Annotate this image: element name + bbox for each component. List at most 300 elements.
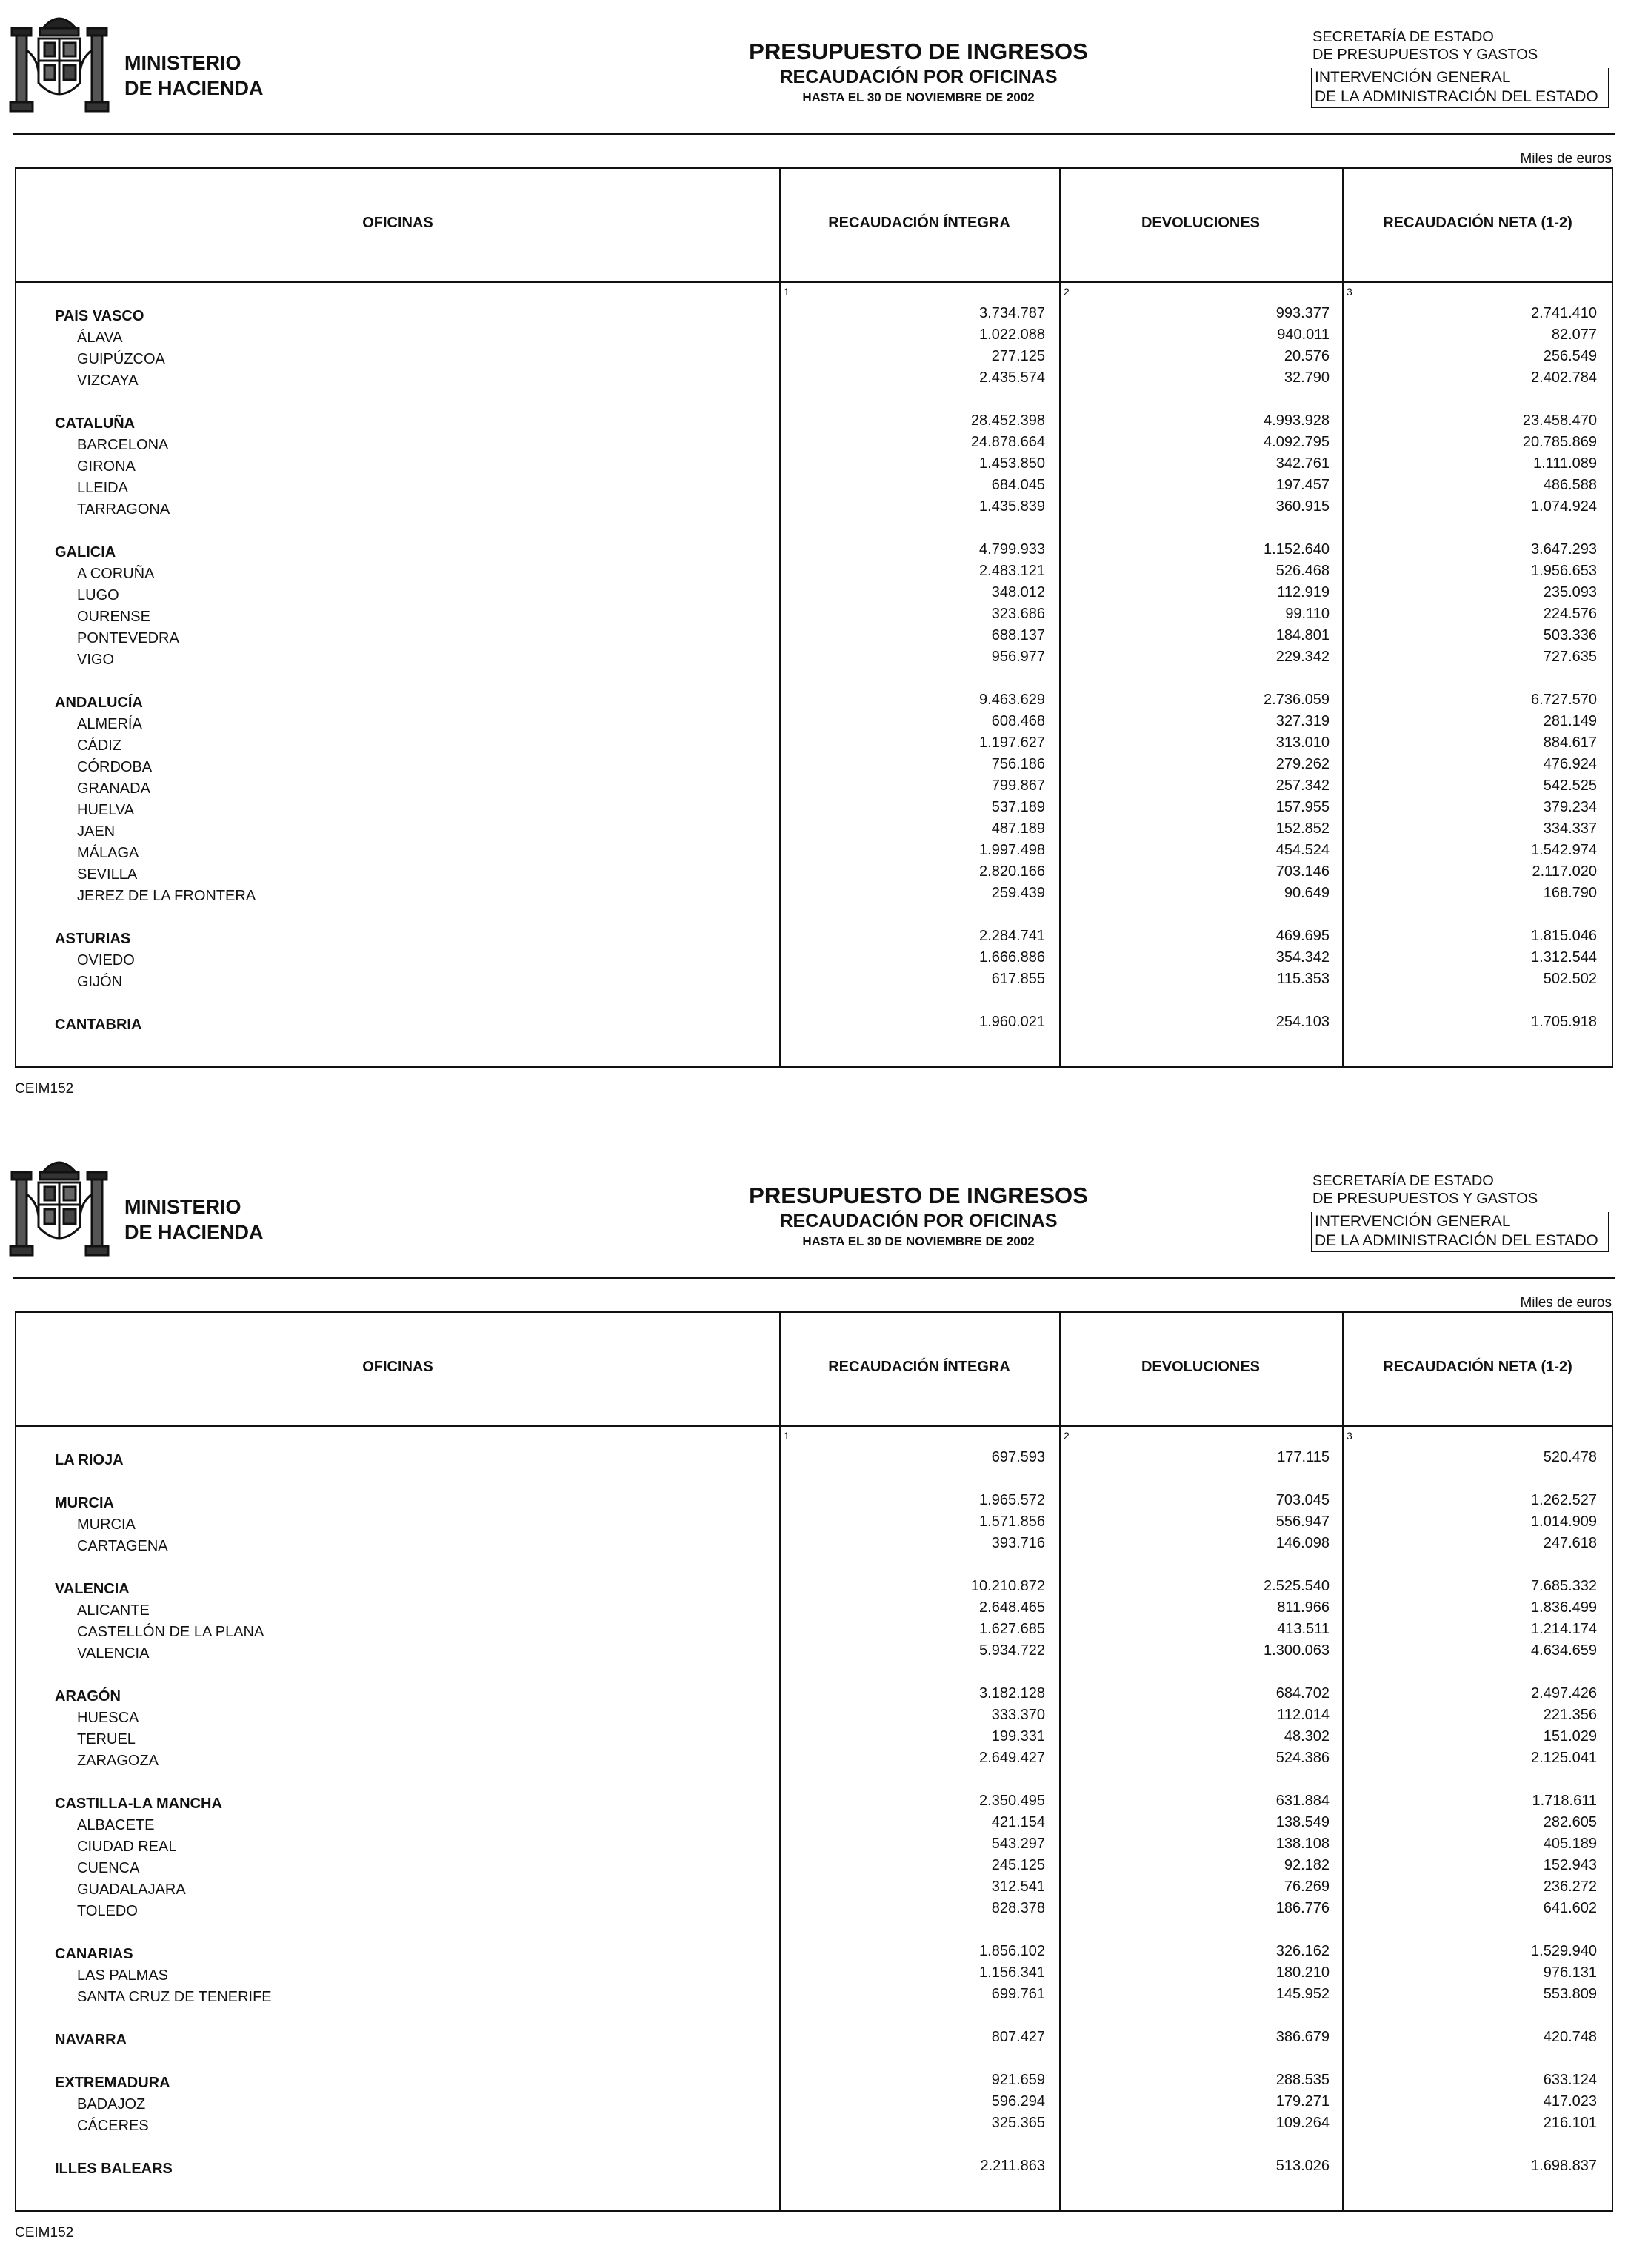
- office-name-cell: VIGO: [77, 652, 115, 668]
- table-row-region: [16, 1578, 1612, 1599]
- ministry-line2: DE HACIENDA: [124, 77, 264, 99]
- table-body: [16, 1449, 1612, 2179]
- devoluciones-cell: 1.152.640: [1264, 541, 1330, 558]
- office-name-cell: SANTA CRUZ DE TENERIFE: [77, 1989, 272, 2005]
- column-header-neta: RECAUDACIÓN NETA (1-2): [1383, 1359, 1572, 1375]
- office-name-cell: VALENCIA: [55, 1581, 130, 1597]
- office-name-cell: CASTILLA-LA MANCHA: [55, 1796, 222, 1812]
- devoluciones-cell: 186.776: [1275, 1900, 1330, 1916]
- office-name-cell: LUGO: [77, 587, 119, 603]
- table-row-region: [16, 1943, 1612, 1964]
- office-name-cell: VIZCAYA: [77, 372, 139, 389]
- table-row-office: [16, 606, 1612, 627]
- header-divider: [13, 1277, 1615, 1279]
- table-row-office: [16, 863, 1612, 885]
- ministry-name: [124, 1194, 264, 1245]
- office-name-cell: ZARAGOZA: [77, 1753, 159, 1769]
- coat-of-arms-icon: [7, 6, 111, 117]
- recaudacion-integra-cell: 9.463.629: [979, 692, 1045, 708]
- devoluciones-cell: 2.525.540: [1264, 1578, 1330, 1594]
- devoluciones-cell: 48.302: [1284, 1728, 1330, 1745]
- devoluciones-cell: 184.801: [1275, 627, 1330, 643]
- header-row-divider: [16, 1425, 1612, 1427]
- table-row-office: [16, 327, 1612, 348]
- devoluciones-cell: 157.955: [1275, 799, 1330, 815]
- recaudacion-integra-cell: 2.820.166: [979, 863, 1045, 880]
- table-row-office: [16, 799, 1612, 820]
- recaudacion-integra-cell: 4.799.933: [979, 541, 1045, 558]
- recaudacion-neta-cell: 1.262.527: [1531, 1492, 1597, 1508]
- recaudacion-integra-cell: 688.137: [991, 627, 1045, 643]
- office-name-cell: OVIEDO: [77, 952, 135, 969]
- table-row-office: [16, 756, 1612, 777]
- header-row-divider: [16, 281, 1612, 283]
- table-row-office: [16, 1707, 1612, 1728]
- office-name-cell: ARAGÓN: [55, 1688, 121, 1705]
- recaudacion-neta-cell: 1.111.089: [1532, 455, 1597, 472]
- recaudacion-neta-cell: 2.497.426: [1531, 1685, 1597, 1702]
- table-row-office: [16, 563, 1612, 584]
- recaudacion-neta-cell: 633.124: [1543, 2072, 1597, 2088]
- secretaria-line2: DE PRESUPUESTOS Y GASTOS: [1312, 46, 1578, 64]
- report-subtitle: RECAUDACIÓN POR OFICINAS: [779, 67, 1058, 87]
- table-body: [16, 305, 1612, 1035]
- recaudacion-integra-cell: 1.960.021: [979, 1014, 1045, 1030]
- devoluciones-cell: 279.262: [1275, 756, 1330, 772]
- devoluciones-cell: 138.549: [1275, 1814, 1330, 1830]
- table-row-region: [16, 1793, 1612, 1814]
- devoluciones-cell: 179.271: [1275, 2093, 1330, 2110]
- table-row-office: [16, 627, 1612, 649]
- office-name-cell: EXTREMADURA: [55, 2075, 170, 2091]
- column-header-neta: RECAUDACIÓN NETA (1-2): [1383, 215, 1572, 231]
- office-name-cell: CATALUÑA: [55, 415, 136, 432]
- office-name-cell: CANTABRIA: [55, 1017, 142, 1033]
- recaudacion-integra-cell: 684.045: [991, 477, 1045, 493]
- recaudacion-integra-cell: 2.435.574: [979, 369, 1045, 386]
- recaudacion-integra-cell: 2.284.741: [979, 928, 1045, 944]
- recaudacion-neta-cell: 247.618: [1543, 1535, 1597, 1551]
- devoluciones-cell: 32.790: [1284, 369, 1330, 386]
- devoluciones-cell: 684.702: [1275, 1685, 1330, 1702]
- row-spacer: [16, 2136, 1612, 2158]
- devoluciones-cell: 360.915: [1275, 498, 1330, 515]
- row-spacer: [16, 2050, 1612, 2072]
- office-name-cell: ALBACETE: [77, 1817, 155, 1833]
- office-name-cell: JEREZ DE LA FRONTERA: [77, 888, 256, 904]
- devoluciones-cell: 327.319: [1275, 713, 1330, 729]
- intervencion-block: [1311, 1212, 1609, 1252]
- recaudacion-integra-cell: 956.977: [991, 649, 1045, 665]
- office-name-cell: ÁLAVA: [77, 330, 123, 346]
- devoluciones-cell: 811.966: [1277, 1599, 1330, 1616]
- devoluciones-cell: 254.103: [1275, 1014, 1330, 1030]
- office-name-cell: CÁDIZ: [77, 737, 121, 754]
- recaudacion-neta-cell: 976.131: [1543, 1964, 1597, 1981]
- devoluciones-cell: 556.947: [1275, 1513, 1330, 1530]
- recaudacion-neta-cell: 503.336: [1543, 627, 1597, 643]
- units-label: Miles de euros: [1520, 1295, 1612, 1311]
- table-row-office: [16, 434, 1612, 455]
- recaudacion-neta-cell: 282.605: [1543, 1814, 1597, 1830]
- recaudacion-integra-cell: 3.182.128: [979, 1685, 1045, 1702]
- office-name-cell: ALICANTE: [77, 1602, 150, 1619]
- row-spacer: [16, 906, 1612, 928]
- table-row-office: [16, 713, 1612, 735]
- devoluciones-cell: 145.952: [1275, 1986, 1330, 2002]
- office-name-cell: GALICIA: [55, 544, 116, 561]
- column-header-oficinas: OFICINAS: [362, 1359, 433, 1375]
- recaudacion-integra-cell: 393.716: [991, 1535, 1045, 1551]
- recaudacion-integra-cell: 1.666.886: [979, 949, 1045, 966]
- recaudacion-neta-cell: 884.617: [1543, 735, 1597, 751]
- recaudacion-integra-cell: 1.197.627: [979, 735, 1045, 751]
- recaudacion-integra-cell: 2.483.121: [979, 563, 1045, 579]
- office-name-cell: GUIPÚZCOA: [77, 351, 165, 367]
- row-spacer: [16, 1556, 1612, 1578]
- devoluciones-cell: 631.884: [1275, 1793, 1330, 1809]
- office-name-cell: HUELVA: [77, 802, 135, 818]
- table-row-region: [16, 1492, 1612, 1513]
- recaudacion-neta-cell: 2.125.041: [1531, 1750, 1597, 1766]
- report-period: HASTA EL 30 DE NOVIEMBRE DE 2002: [802, 90, 1035, 104]
- table-row-office: [16, 842, 1612, 863]
- recaudacion-neta-cell: 520.478: [1543, 1449, 1597, 1465]
- devoluciones-cell: 413.511: [1277, 1621, 1330, 1637]
- recaudacion-integra-cell: 487.189: [991, 820, 1045, 837]
- table-row-office: [16, 1599, 1612, 1621]
- table-row-region: [16, 1685, 1612, 1707]
- recaudacion-integra-cell: 259.439: [991, 885, 1045, 901]
- recaudacion-integra-cell: 10.210.872: [970, 1578, 1045, 1594]
- office-name-cell: ASTURIAS: [55, 931, 131, 947]
- row-spacer: [16, 520, 1612, 541]
- recaudacion-integra-cell: 828.378: [991, 1900, 1045, 1916]
- devoluciones-cell: 109.264: [1275, 2115, 1330, 2131]
- recaudacion-neta-cell: 420.748: [1543, 2029, 1597, 2045]
- devoluciones-cell: 4.993.928: [1264, 412, 1330, 429]
- recaudacion-neta-cell: 1.705.918: [1531, 1014, 1597, 1030]
- table-row-office: [16, 2093, 1612, 2115]
- coat-of-arms-icon: [7, 1150, 111, 1261]
- office-name-cell: ANDALUCÍA: [55, 695, 143, 711]
- devoluciones-cell: 92.182: [1284, 1857, 1330, 1873]
- devoluciones-cell: 90.649: [1284, 885, 1330, 901]
- recaudacion-neta-cell: 256.549: [1543, 348, 1597, 364]
- devoluciones-cell: 197.457: [1275, 477, 1330, 493]
- recaudacion-integra-cell: 323.686: [991, 606, 1045, 622]
- table-row-office: [16, 971, 1612, 992]
- devoluciones-cell: 229.342: [1275, 649, 1330, 665]
- revenue-table: [15, 167, 1613, 1068]
- column-header-oficinas: OFICINAS: [362, 215, 433, 231]
- recaudacion-integra-cell: 608.468: [991, 713, 1045, 729]
- recaudacion-integra-cell: 617.855: [991, 971, 1045, 987]
- table-row-office: [16, 1900, 1612, 1921]
- table-row-office: [16, 455, 1612, 477]
- recaudacion-integra-cell: 1.022.088: [979, 327, 1045, 343]
- recaudacion-neta-cell: 476.924: [1543, 756, 1597, 772]
- recaudacion-integra-cell: 1.453.850: [979, 455, 1045, 472]
- column-number-1: 1: [784, 1430, 790, 1442]
- recaudacion-integra-cell: 277.125: [991, 348, 1045, 364]
- recaudacion-neta-cell: 216.101: [1543, 2115, 1597, 2131]
- secretaria-line1: SECRETARÍA DE ESTADO: [1312, 29, 1494, 45]
- office-name-cell: PONTEVEDRA: [77, 630, 179, 646]
- office-name-cell: LLEIDA: [77, 480, 128, 496]
- column-number-2: 2: [1064, 286, 1070, 298]
- recaudacion-neta-cell: 235.093: [1543, 584, 1597, 601]
- recaudacion-neta-cell: 6.727.570: [1531, 692, 1597, 708]
- recaudacion-neta-cell: 1.698.837: [1531, 2158, 1597, 2174]
- recaudacion-integra-cell: 312.541: [991, 1879, 1045, 1895]
- ministry-line1: MINISTERIO: [124, 52, 241, 74]
- office-name-cell: MURCIA: [55, 1495, 114, 1511]
- recaudacion-integra-cell: 596.294: [991, 2093, 1045, 2110]
- recaudacion-neta-cell: 502.502: [1543, 971, 1597, 987]
- table-row-office: [16, 584, 1612, 606]
- recaudacion-integra-cell: 245.125: [991, 1857, 1045, 1873]
- table-row-office: [16, 735, 1612, 756]
- intervencion-block: [1311, 68, 1609, 108]
- devoluciones-cell: 152.852: [1275, 820, 1330, 837]
- office-name-cell: MURCIA: [77, 1516, 136, 1533]
- office-name-cell: CÓRDOBA: [77, 759, 153, 775]
- devoluciones-cell: 513.026: [1275, 2158, 1330, 2174]
- intervencion-line1: INTERVENCIÓN GENERAL: [1315, 1213, 1511, 1230]
- column-header-integra: RECAUDACIÓN ÍNTEGRA: [828, 215, 1010, 231]
- table-row-office: [16, 1836, 1612, 1857]
- table-row-region: [16, 1449, 1612, 1471]
- devoluciones-cell: 180.210: [1275, 1964, 1330, 1981]
- table-row-region: [16, 1014, 1612, 1035]
- recaudacion-neta-cell: 1.014.909: [1531, 1513, 1597, 1530]
- table-row-region: [16, 412, 1612, 434]
- recaudacion-integra-cell: 3.734.787: [979, 305, 1045, 321]
- recaudacion-neta-cell: 23.458.470: [1522, 412, 1597, 429]
- office-name-cell: BADAJOZ: [77, 2096, 146, 2113]
- office-name-cell: GIRONA: [77, 458, 136, 475]
- office-name-cell: TOLEDO: [77, 1903, 138, 1919]
- recaudacion-integra-cell: 325.365: [991, 2115, 1045, 2131]
- form-code: CEIM152: [15, 1081, 74, 1097]
- office-name-cell: CUENCA: [77, 1860, 140, 1876]
- recaudacion-integra-cell: 756.186: [991, 756, 1045, 772]
- office-name-cell: BARCELONA: [77, 437, 169, 453]
- recaudacion-neta-cell: 2.741.410: [1531, 305, 1597, 321]
- devoluciones-cell: 993.377: [1275, 305, 1330, 321]
- header-divider: [13, 133, 1615, 135]
- office-name-cell: GIJÓN: [77, 974, 123, 990]
- recaudacion-neta-cell: 236.272: [1543, 1879, 1597, 1895]
- recaudacion-neta-cell: 3.647.293: [1531, 541, 1597, 558]
- table-row-region: [16, 2158, 1612, 2179]
- recaudacion-neta-cell: 4.634.659: [1531, 1642, 1597, 1659]
- recaudacion-neta-cell: 379.234: [1543, 799, 1597, 815]
- recaudacion-integra-cell: 2.649.427: [979, 1750, 1045, 1766]
- office-name-cell: ALMERÍA: [77, 716, 142, 732]
- office-name-cell: ILLES BALEARS: [55, 2161, 173, 2177]
- recaudacion-neta-cell: 82.077: [1551, 327, 1597, 343]
- devoluciones-cell: 138.108: [1275, 1836, 1330, 1852]
- office-name-cell: CASTELLÓN DE LA PLANA: [77, 1624, 264, 1640]
- recaudacion-integra-cell: 1.627.685: [979, 1621, 1045, 1637]
- recaudacion-integra-cell: 28.452.398: [970, 412, 1045, 429]
- column-header-integra: RECAUDACIÓN ÍNTEGRA: [828, 1359, 1010, 1375]
- row-spacer: [16, 992, 1612, 1014]
- intervencion-line2: DE LA ADMINISTRACIÓN DEL ESTADO: [1315, 1232, 1598, 1249]
- office-name-cell: CARTAGENA: [77, 1538, 168, 1554]
- table-row-office: [16, 1621, 1612, 1642]
- recaudacion-integra-cell: 1.997.498: [979, 842, 1045, 858]
- recaudacion-integra-cell: 543.297: [991, 1836, 1045, 1852]
- office-name-cell: VALENCIA: [77, 1645, 150, 1662]
- office-name-cell: HUESCA: [77, 1710, 139, 1726]
- row-spacer: [16, 391, 1612, 412]
- devoluciones-cell: 469.695: [1275, 928, 1330, 944]
- office-name-cell: OURENSE: [77, 609, 150, 625]
- recaudacion-integra-cell: 807.427: [991, 2029, 1045, 2045]
- devoluciones-cell: 4.092.795: [1264, 434, 1330, 450]
- table-row-office: [16, 1728, 1612, 1750]
- ministry-line1: MINISTERIO: [124, 1196, 241, 1218]
- table-row-region: [16, 2072, 1612, 2093]
- recaudacion-integra-cell: 2.648.465: [979, 1599, 1045, 1616]
- devoluciones-cell: 146.098: [1275, 1535, 1330, 1551]
- recaudacion-neta-cell: 1.214.174: [1531, 1621, 1597, 1637]
- recaudacion-integra-cell: 1.856.102: [979, 1943, 1045, 1959]
- devoluciones-cell: 313.010: [1275, 735, 1330, 751]
- office-name-cell: TARRAGONA: [77, 501, 170, 518]
- revenue-table: [15, 1311, 1613, 2212]
- table-row-region: [16, 928, 1612, 949]
- report-title-block: [533, 39, 1304, 107]
- recaudacion-neta-cell: 20.785.869: [1522, 434, 1597, 450]
- recaudacion-neta-cell: 542.525: [1543, 777, 1597, 794]
- recaudacion-neta-cell: 1.312.544: [1531, 949, 1597, 966]
- recaudacion-integra-cell: 1.435.839: [979, 498, 1045, 515]
- secretaria-block: [1312, 1172, 1578, 1208]
- secretaria-line2: DE PRESUPUESTOS Y GASTOS: [1312, 1190, 1578, 1208]
- column-number-2: 2: [1064, 1430, 1070, 1442]
- recaudacion-neta-cell: 641.602: [1543, 1900, 1597, 1916]
- table-row-region: [16, 305, 1612, 327]
- secretaria-block: [1312, 28, 1578, 64]
- devoluciones-cell: 115.353: [1277, 971, 1330, 987]
- report-page-2: [0, 1144, 1628, 2268]
- devoluciones-cell: 76.269: [1284, 1879, 1330, 1895]
- recaudacion-neta-cell: 334.337: [1543, 820, 1597, 837]
- ministry-line2: DE HACIENDA: [124, 1221, 264, 1243]
- table-row-office: [16, 1986, 1612, 2007]
- recaudacion-neta-cell: 1.542.974: [1531, 842, 1597, 858]
- column-header-devoluciones: DEVOLUCIONES: [1141, 215, 1261, 231]
- recaudacion-integra-cell: 1.571.856: [979, 1513, 1045, 1530]
- row-spacer: [16, 1771, 1612, 1793]
- office-name-cell: LAS PALMAS: [77, 1967, 169, 1984]
- table-row-office: [16, 1814, 1612, 1836]
- devoluciones-cell: 526.468: [1275, 563, 1330, 579]
- table-row-office: [16, 477, 1612, 498]
- table-row-office: [16, 820, 1612, 842]
- column-number-3: 3: [1347, 1430, 1352, 1442]
- recaudacion-neta-cell: 727.635: [1543, 649, 1597, 665]
- row-spacer: [16, 1471, 1612, 1492]
- recaudacion-integra-cell: 333.370: [991, 1707, 1045, 1723]
- devoluciones-cell: 99.110: [1285, 606, 1330, 622]
- office-name-cell: TERUEL: [77, 1731, 136, 1747]
- table-row-office: [16, 369, 1612, 391]
- devoluciones-cell: 703.146: [1275, 863, 1330, 880]
- recaudacion-neta-cell: 1.956.653: [1531, 563, 1597, 579]
- recaudacion-integra-cell: 24.878.664: [970, 434, 1045, 450]
- recaudacion-neta-cell: 168.790: [1543, 885, 1597, 901]
- devoluciones-cell: 288.535: [1275, 2072, 1330, 2088]
- devoluciones-cell: 112.014: [1277, 1707, 1330, 1723]
- recaudacion-neta-cell: 1.718.611: [1532, 1793, 1597, 1809]
- recaudacion-neta-cell: 224.576: [1543, 606, 1597, 622]
- report-title: PRESUPUESTO DE INGRESOS: [749, 39, 1088, 64]
- recaudacion-integra-cell: 697.593: [991, 1449, 1045, 1465]
- recaudacion-integra-cell: 421.154: [991, 1814, 1045, 1830]
- intervencion-line2: DE LA ADMINISTRACIÓN DEL ESTADO: [1315, 88, 1598, 105]
- devoluciones-cell: 354.342: [1275, 949, 1330, 966]
- table-row-office: [16, 1879, 1612, 1900]
- report-title: PRESUPUESTO DE INGRESOS: [749, 1182, 1088, 1208]
- office-name-cell: CÁCERES: [77, 2118, 149, 2134]
- recaudacion-neta-cell: 151.029: [1543, 1728, 1597, 1745]
- recaudacion-neta-cell: 2.402.784: [1531, 369, 1597, 386]
- devoluciones-cell: 20.576: [1284, 348, 1330, 364]
- table-row-office: [16, 1857, 1612, 1879]
- table-row-office: [16, 777, 1612, 799]
- recaudacion-integra-cell: 5.934.722: [979, 1642, 1045, 1659]
- table-row-office: [16, 1535, 1612, 1556]
- office-name-cell: CIUDAD REAL: [77, 1839, 177, 1855]
- recaudacion-integra-cell: 799.867: [991, 777, 1045, 794]
- recaudacion-neta-cell: 1.074.924: [1531, 498, 1597, 515]
- table-row-office: [16, 1642, 1612, 1664]
- table-row-region: [16, 2029, 1612, 2050]
- table-row-office: [16, 348, 1612, 369]
- ministry-name: [124, 50, 264, 101]
- devoluciones-cell: 112.919: [1277, 584, 1330, 601]
- office-name-cell: PAIS VASCO: [55, 308, 144, 324]
- devoluciones-cell: 454.524: [1275, 842, 1330, 858]
- recaudacion-neta-cell: 152.943: [1543, 1857, 1597, 1873]
- table-row-office: [16, 1964, 1612, 1986]
- recaudacion-integra-cell: 199.331: [991, 1728, 1045, 1745]
- devoluciones-cell: 703.045: [1275, 1492, 1330, 1508]
- table-row-region: [16, 692, 1612, 713]
- devoluciones-cell: 257.342: [1275, 777, 1330, 794]
- row-spacer: [16, 1921, 1612, 1943]
- recaudacion-neta-cell: 553.809: [1543, 1986, 1597, 2002]
- recaudacion-neta-cell: 1.815.046: [1531, 928, 1597, 944]
- recaudacion-neta-cell: 486.588: [1543, 477, 1597, 493]
- devoluciones-cell: 1.300.063: [1264, 1642, 1330, 1659]
- recaudacion-neta-cell: 281.149: [1543, 713, 1597, 729]
- recaudacion-neta-cell: 1.836.499: [1531, 1599, 1597, 1616]
- devoluciones-cell: 386.679: [1275, 2029, 1330, 2045]
- table-row-office: [16, 498, 1612, 520]
- recaudacion-neta-cell: 2.117.020: [1532, 863, 1597, 880]
- recaudacion-integra-cell: 921.659: [991, 2072, 1045, 2088]
- office-name-cell: A CORUÑA: [77, 566, 155, 582]
- office-name-cell: MÁLAGA: [77, 845, 139, 861]
- table-row-office: [16, 1750, 1612, 1771]
- report-subtitle: RECAUDACIÓN POR OFICINAS: [779, 1211, 1058, 1231]
